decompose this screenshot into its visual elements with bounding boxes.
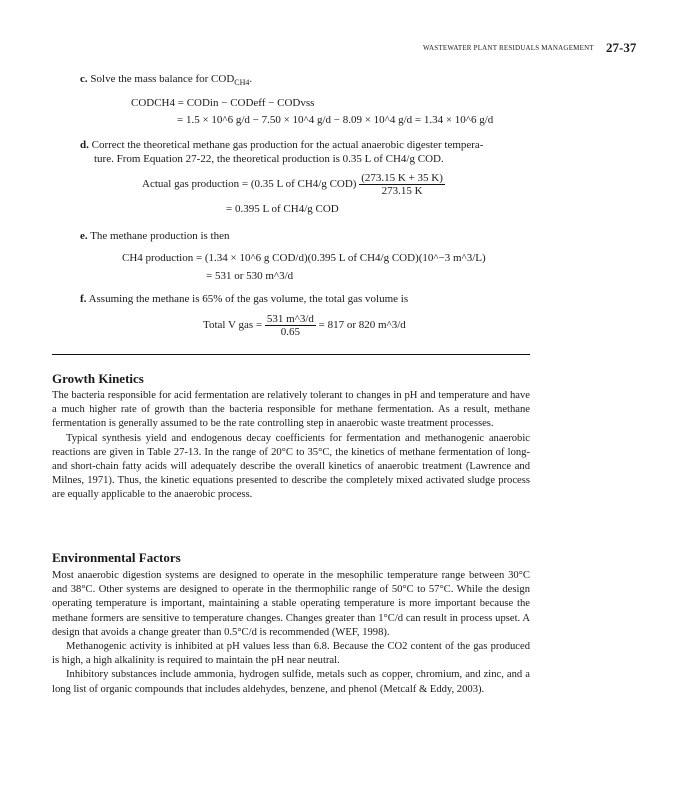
step-f-frac-den: 0.65	[280, 326, 300, 338]
step-d-fraction	[359, 172, 445, 197]
step-d-equation	[142, 172, 445, 197]
step-f-label: f.	[80, 293, 87, 305]
step-c-text: Solve the mass balance for COD	[90, 73, 235, 85]
step-d	[80, 138, 540, 166]
environmental-factors-p3: Inhibitory substances include ammonia, hydrogen sulfide, metals such as copper, chromium, and zinc, and a long list of organic compounds that includes aldehydes, benzene, and phenol (Metcalf & Eddy, 2003).	[52, 669, 530, 695]
step-f-frac-num: 531 m^3/d	[266, 313, 314, 325]
step-c-sub: CH4	[234, 78, 250, 88]
step-d-frac-num: (273.15 K + 35 K)	[361, 172, 443, 184]
page-number: 27-37	[606, 40, 637, 55]
step-e-equation-2: = 531 or 530 m^3/d	[206, 270, 294, 282]
step-f-fraction	[265, 313, 316, 338]
step-d-label: d.	[80, 139, 89, 151]
step-f-eq-lhs: Total V gas =	[203, 319, 263, 332]
environmental-factors-p1: Most anaerobic digestion systems are designed to operate in the mesophilic temperature range between 30°C and 38°C. Other systems are designed to operate in the thermophilic range of 50°C to 57°C. While the design operating temperature is important, maintaining a stable operating temperature is more important because the methane formers are sensitive to temperature changes. Changes greater than 1°C/d can result in process upset. A design that avoids a change greater than 0.5°C/d is recommended (WEF, 1998).	[52, 570, 530, 638]
growth-kinetics-body	[52, 389, 530, 503]
step-d-line2: ture. From Equation 27-22, the theoretical production is 0.35 L of CH4/g COD.	[94, 153, 444, 165]
step-c-label: c.	[80, 73, 88, 85]
step-f-result: = 817 or 820 m^3/d	[318, 319, 406, 332]
step-f-equation	[203, 313, 406, 338]
step-f-text: Assuming the methane is 65% of the gas volume, the total gas volume is	[88, 293, 409, 305]
step-f	[80, 292, 408, 306]
step-d-frac-den: 273.15 K	[381, 185, 423, 197]
step-c: c. Solve the mass balance for $COD_{CH4}$.	[80, 73, 253, 88]
environmental-factors-body	[52, 569, 530, 697]
step-e	[80, 229, 230, 243]
environmental-factors-p2: Methanogenic activity is inhibited at pH values less than 6.8. Because the CO2 content of the gas produced is high, a high alkalinity is required to maintain the pH near neutral.	[52, 641, 530, 667]
growth-kinetics-p1: The bacteria responsible for acid fermentation are relatively tolerant to changes in pH and temperature and have a much higher rate of growth than the bacteria responsible for methane fermentation. As a result, methane fermentation is generally assumed to be the rate controlling step in anaerobic waste treatment processes.	[52, 390, 530, 430]
step-c-equation-1: CODCH4 = CODin − CODeff − CODvss	[131, 97, 315, 109]
step-c-equation-2: = 1.5 × 10^6 g/d − 7.50 × 10^4 g/d − 8.09 × 10^4 g/d = 1.34 × 10^6 g/d	[177, 114, 494, 126]
growth-kinetics-heading: Growth Kinetics	[52, 371, 144, 386]
step-e-equation-1: CH4 production = (1.34 × 10^6 g COD/d)(0.395 L of CH4/g COD)(10^−3 m^3/L)	[122, 252, 486, 264]
running-title: WASTEWATER PLANT RESIDUALS MANAGEMENT	[423, 44, 594, 52]
environmental-factors-heading: Environmental Factors	[52, 550, 181, 565]
step-e-text: The methane production is then	[90, 230, 230, 242]
growth-kinetics-p2: Typical synthesis yield and endogenous decay coefficients for fermentation and methanogenic anaerobic reactions are given in Table 27-13. In the range of 20°C to 35°C, the kinetics of methane fermentation of long- and short-chain fatty acids will adequately describe the overall kinetics of anaerobic treatment (Lawrence and Milnes, 1971). Thus, the kinetic equations presented to describe the completely mixed activated sludge process are equally applicable to the anaerobic process.	[52, 432, 530, 501]
step-d-result: = 0.395 L of CH4/g COD	[226, 203, 339, 215]
section-divider	[52, 354, 530, 355]
step-d-eq-lhs: Actual gas production = (0.35 L of CH4/g COD)	[142, 178, 357, 191]
step-e-label: e.	[80, 230, 88, 242]
step-d-line1: Correct the theoretical methane gas production for the actual anaerobic digester tempera-	[91, 139, 484, 151]
